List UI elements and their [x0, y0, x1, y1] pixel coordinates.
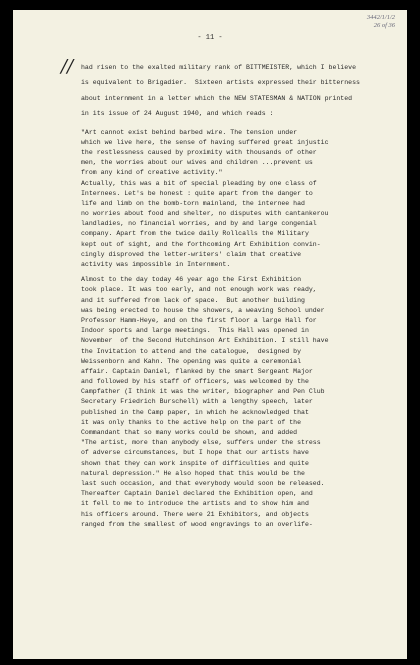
text-line: November of the Second Hutchinson Art Exhibition. I still have — [81, 337, 329, 345]
text-line: Actually, this was a bit of special pleading by one class of — [81, 179, 317, 187]
text-line: ranged from the smallest of wood engravings to an overlife- — [81, 520, 313, 528]
text-line: it fell to me to introduce the artists and to show him and — [81, 500, 309, 508]
text-line: cingly disproved the letter-writers' claim that creative — [81, 250, 302, 258]
text-line: and followed by his staff of officers, was welcomed by the — [81, 378, 309, 386]
text-line: no worries about food and shelter, no disputes with cantankerou — [81, 210, 329, 218]
text-line: last such occasion, and that everybody would soon be released. — [81, 479, 325, 487]
text-line: published in the Camp paper, in which he acknowledged that — [81, 408, 309, 416]
text-line: men, the worries about our wives and children ...prevent us — [81, 159, 313, 167]
text-line: which we live here, the sense of having suffered great injustic — [81, 138, 329, 146]
text-line: and it suffered from lack of space. But another building — [81, 296, 305, 304]
text-line: activity was impossible in Internment. — [81, 261, 231, 268]
text-line: "The artist, more than anybody else, suffers under the stress — [81, 439, 321, 447]
page-number: - 11 - — [197, 34, 223, 42]
text-line: Indoor sports and large meetings. This Hall was opened in — [81, 327, 309, 335]
text-line: affair. Captain Daniel, flanked by the smart Sergeant Major — [81, 367, 313, 375]
text-line: Weissenborn and Kahn. The opening was quite a ceremonial — [81, 357, 302, 365]
text-line: from any kind of creative activity." — [81, 169, 223, 177]
text-line: Thereafter Captain Daniel declared the Exhibition open, and — [81, 490, 313, 498]
text-line: Professor Hamm-Heye, and on the first floor a large Hall for — [81, 316, 317, 324]
text-line: life and limb on the bomb-torn mainland, the internee had — [81, 199, 305, 207]
text-line: of adverse circumstances, but I hope that our artists have — [81, 449, 309, 457]
text-line: kept out of sight, and the forthcoming Art Exhibition convin- — [81, 240, 321, 248]
text-line: his officers around. There were 21 Exhibitors, and objects — [81, 510, 309, 518]
paragraph-3 — [81, 275, 406, 530]
text-line: the Invitation to attend and the catalogue, designed by — [81, 347, 302, 355]
text-line: about internment in a letter which the NEW STATESMAN & NATION printed — [81, 94, 353, 102]
text-line: Commandant that so many works could be shown, and added — [81, 429, 298, 436]
text-line: "Art cannot exist behind barbed wire. The tension under — [81, 128, 298, 136]
text-line: Secretary Friedrich Burschell) with a lengthy speech, later — [81, 398, 313, 406]
text-line: natural depression." He also hoped that this would be the — [81, 469, 305, 477]
text-line: Almost to the day today 46 year ago the First Exhibition — [81, 276, 302, 284]
text-line: landladies, no financial worries, and by and large congenial — [81, 220, 317, 228]
text-line: had risen to the exalted military rank of BITTMEISTER, which I believe — [81, 64, 357, 71]
text-line: Internees. Let's be honest : quite apart from the danger to — [81, 189, 313, 197]
text-line: was being erected to house the showers, a weaving School under — [81, 306, 325, 314]
text-line: it was only thanks to the active help on the part of the — [81, 418, 302, 426]
paragraph-1 — [81, 60, 406, 122]
paragraph-2 — [81, 128, 406, 271]
archive-reference — [367, 14, 395, 30]
typed-text-body — [81, 60, 406, 530]
archive-reference-line: 3442/1/1/2 — [366, 14, 395, 21]
text-line: the restlessness caused by proximity with thousands of other — [81, 148, 317, 156]
archive-reference-line: 26 of 36 — [373, 22, 395, 29]
text-line: in its issue of 24 August 1940, and which reads : — [81, 110, 274, 118]
text-line: Campfather (I think it was the writer, biographer and Pen Club — [81, 388, 325, 396]
document-page — [13, 10, 407, 659]
text-line: took place. It was too early, and not enough work was ready, — [81, 286, 317, 294]
text-line: company. Apart from the twice daily Rollcalls the Military — [81, 230, 309, 238]
text-line: is equivalent to Brigadier. Sixteen artists expressed their bitterness — [81, 79, 360, 87]
margin-mark: // — [61, 56, 74, 77]
text-line: shown that they can work inspite of difficulties and quite — [81, 459, 309, 467]
